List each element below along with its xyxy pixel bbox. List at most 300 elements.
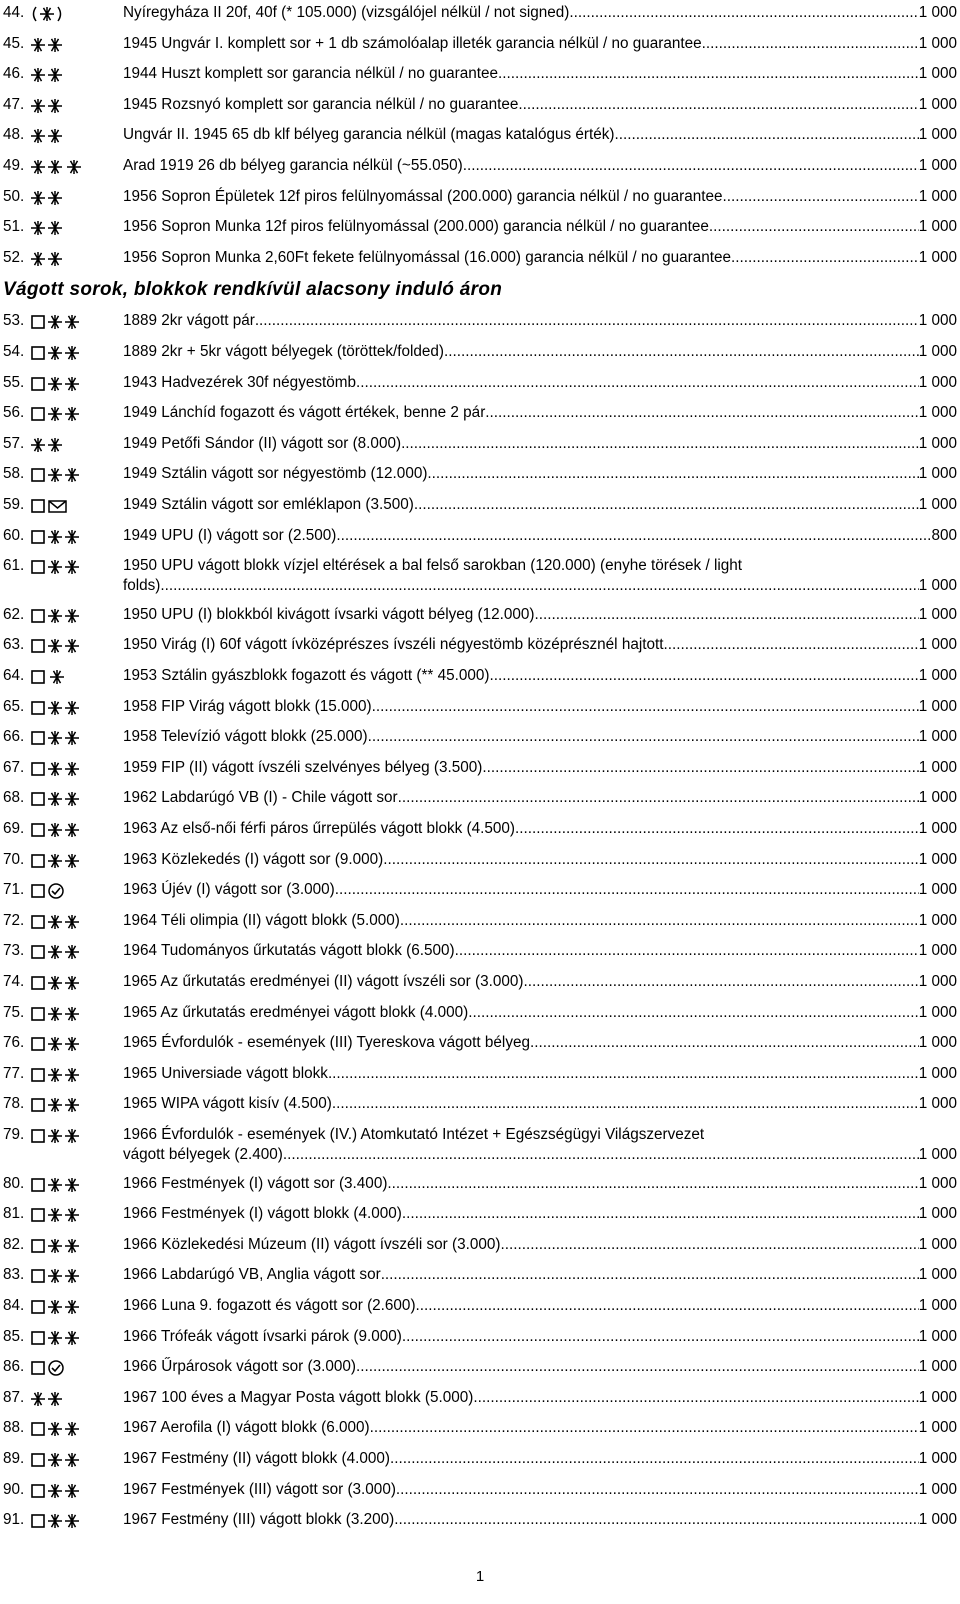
dot-leader: [335, 880, 919, 900]
list-item: [0, 370, 960, 400]
square-icon: [30, 1267, 47, 1285]
double-star-icon: [47, 344, 81, 362]
double-star-icon: [47, 760, 81, 778]
list-item: [0, 553, 960, 604]
item-description: 1967 Festmények (III) vágott sor (3.000): [123, 1480, 396, 1498]
item-number: 81.: [3, 1205, 25, 1223]
condition-symbols: [30, 607, 81, 625]
double-star-icon: [47, 790, 81, 808]
list-item: [0, 184, 960, 214]
item-description: 1945 Rozsnyó komplett sor garancia nélkül / no guarantee: [123, 95, 519, 113]
item-price: 1 000: [918, 1095, 957, 1113]
double-star-icon: [47, 637, 81, 655]
list-item: [0, 1122, 960, 1173]
list-item: [0, 339, 960, 369]
item-text: [123, 1510, 957, 1530]
item-description: 1967 100 éves a Magyar Posta vágott blokk (5.000): [123, 1388, 474, 1406]
dot-leader: [468, 1003, 918, 1023]
square-icon: [30, 1420, 47, 1438]
item-description: 1966 Festmények (I) vágott sor (3.400): [123, 1174, 388, 1192]
item-price: 1 000: [918, 1235, 957, 1253]
star-icon: [47, 668, 67, 686]
dot-leader: [368, 727, 919, 747]
item-price: 1 000: [918, 1205, 957, 1223]
item-text: [123, 605, 957, 625]
item-number: 86.: [3, 1358, 25, 1376]
item-price: 1 000: [918, 1003, 957, 1021]
condition-symbols: [30, 1237, 81, 1255]
item-price: 1 000: [918, 850, 957, 868]
item-description: 1963 Az első-női férfi páros űrrepülés vágott blokk (4.500): [123, 820, 515, 837]
item-description: 1953 Sztálin gyászblokk fogazott és vágott (** 45.000): [123, 667, 490, 684]
dot-leader: [400, 911, 919, 931]
item-price: 1 000: [918, 1266, 957, 1284]
item-number: 58.: [3, 465, 25, 483]
list-item: [0, 694, 960, 724]
item-number: 53.: [3, 312, 25, 330]
condition-symbols: [30, 668, 67, 686]
square-icon: [30, 497, 47, 515]
item-number: 54.: [3, 343, 25, 360]
item-price: 1 000: [918, 697, 957, 715]
item-price: 1 000: [918, 1419, 957, 1437]
condition-symbols: [30, 497, 69, 515]
list-item: [0, 602, 960, 632]
item-text: [123, 1174, 957, 1194]
item-text: [123, 1125, 957, 1165]
square-icon: [30, 558, 47, 576]
condition-symbols: [30, 36, 64, 54]
dot-leader: [473, 1388, 918, 1408]
item-number: 75.: [3, 1003, 25, 1021]
item-description: 1967 Festmény (II) vágott blokk (4.000): [123, 1450, 390, 1467]
double-star-icon: [47, 852, 81, 870]
item-text: [123, 635, 957, 655]
item-price: 1 000: [918, 312, 957, 330]
item-number: 84.: [3, 1297, 25, 1314]
item-price: 1 000: [918, 1064, 957, 1082]
square-icon: [30, 760, 47, 778]
square-icon: [30, 1176, 47, 1194]
double-star-icon: [47, 821, 81, 839]
condition-symbols: [30, 729, 81, 747]
item-number: 65.: [3, 697, 25, 715]
condition-symbols: [30, 699, 81, 717]
item-price: 1 000: [918, 667, 957, 684]
item-description: 1963 Újév (I) vágott sor (3.000): [123, 881, 335, 899]
item-price: 1 000: [918, 248, 957, 266]
item-number: 49.: [3, 157, 25, 174]
item-number: 73.: [3, 942, 25, 960]
double-star-icon: [47, 729, 81, 747]
square-icon: [30, 668, 47, 686]
item-price: 1 000: [918, 1034, 957, 1052]
list-item: [0, 938, 960, 968]
item-text: [123, 1418, 957, 1438]
dot-leader: [283, 1145, 919, 1165]
item-price: 1 000: [918, 65, 957, 83]
condition-symbols: [30, 1482, 81, 1500]
list-item: [0, 1171, 960, 1201]
item-description: 1889 2kr + 5kr vágott bélyegek (töröttek/folded): [123, 343, 444, 360]
condition-symbols: [30, 943, 81, 961]
item-description: 1956 Sopron Épületek 12f piros felülnyomással (200.000) garancia nélkül / no guarantee: [123, 187, 723, 205]
condition-symbols: [30, 913, 81, 931]
condition-symbols: [30, 313, 81, 331]
item-number: 83.: [3, 1266, 25, 1284]
double-star-icon: [47, 528, 81, 546]
item-price: 1 000: [918, 1511, 957, 1529]
item-description: 1943 Hadvezérek 30f négyestömb: [123, 373, 357, 391]
item-price: 1 000: [918, 1388, 957, 1406]
double-star-icon: [47, 1420, 81, 1438]
condition-symbols: [30, 1035, 81, 1053]
condition-symbols: [30, 344, 81, 362]
item-number: 56.: [3, 404, 25, 422]
condition-symbols: [30, 760, 81, 778]
condition-symbols: [30, 1066, 81, 1084]
list-item: [0, 214, 960, 244]
item-text: [123, 911, 957, 931]
dot-leader: [387, 1174, 918, 1194]
item-description: 1958 FIP Virág vágott blokk (15.000): [123, 697, 372, 715]
double-star-icon: [47, 1096, 81, 1114]
item-price: 1 000: [918, 404, 957, 422]
double-star-icon: [47, 1005, 81, 1023]
condition-symbols: [30, 1176, 81, 1194]
list-item: [0, 492, 960, 522]
double-star-icon: [47, 1267, 81, 1285]
item-number: 57.: [3, 434, 25, 452]
list-item: [0, 1000, 960, 1030]
item-number: 61.: [3, 557, 25, 575]
item-number: 64.: [3, 667, 25, 684]
square-icon: [30, 821, 47, 839]
square-icon: [30, 528, 47, 546]
item-text: [123, 666, 957, 686]
list-item: [0, 1232, 960, 1262]
item-text: [123, 758, 957, 778]
item-description: 1967 Festmény (III) vágott blokk (3.200): [123, 1511, 395, 1529]
square-icon: [30, 1206, 47, 1224]
item-number: 63.: [3, 636, 25, 654]
item-price: 1 000: [918, 881, 957, 899]
list-item: [0, 1061, 960, 1091]
double-star-icon: [47, 1512, 81, 1530]
item-price: 1 000: [918, 1327, 957, 1345]
dot-leader: [498, 64, 919, 84]
condition-symbols: [30, 1359, 67, 1377]
item-number: 59.: [3, 496, 25, 513]
item-number: 90.: [3, 1480, 25, 1498]
item-description: 1956 Sopron Munka 12f piros felülnyomással (200.000) garancia nélkül / no guarantee: [123, 218, 709, 236]
dot-leader: [372, 697, 919, 717]
dot-leader: [356, 373, 919, 393]
item-number: 87.: [3, 1388, 25, 1406]
item-price: 800: [931, 526, 957, 544]
dot-leader: [336, 526, 931, 546]
condition-symbols: [30, 158, 84, 176]
dot-leader: [530, 1033, 919, 1053]
list-item: [0, 1446, 960, 1476]
item-price: 1 000: [918, 126, 957, 144]
item-number: 77.: [3, 1064, 25, 1082]
condition-symbols: [30, 375, 81, 393]
list-item: [0, 61, 960, 91]
item-text: [123, 1204, 957, 1224]
square-icon: [30, 1451, 47, 1469]
square-icon: [30, 1237, 47, 1255]
list-item: [0, 663, 960, 693]
item-price: 1 000: [918, 1297, 957, 1314]
item-number: 69.: [3, 820, 25, 837]
list-item: [0, 1262, 960, 1292]
item-number: 44.: [3, 4, 25, 21]
item-text: [123, 1094, 957, 1114]
item-description: 1966 Festmények (I) vágott blokk (4.000): [123, 1205, 402, 1223]
list-item: [0, 1293, 960, 1323]
double-star-icon: [47, 1127, 81, 1145]
item-price: 1 000: [918, 973, 957, 990]
item-number: 55.: [3, 373, 25, 391]
dot-leader: [490, 666, 919, 686]
double-star-icon: [47, 1298, 81, 1316]
square-icon: [30, 607, 47, 625]
list-item: [0, 755, 960, 785]
item-text: [123, 526, 957, 546]
cancel-icon: [47, 1359, 67, 1377]
double-star-icon: [30, 66, 64, 84]
item-description: 1966 Labdarúgó VB, Anglia vágott sor: [123, 1266, 381, 1284]
item-number: 89.: [3, 1450, 25, 1467]
double-star-icon: [47, 1206, 81, 1224]
item-number: 50.: [3, 187, 25, 205]
item-description: 1949 UPU (I) vágott sor (2.500): [123, 526, 337, 544]
double-star-icon: [47, 699, 81, 717]
list-item: [0, 431, 960, 461]
cancel-icon: [47, 882, 67, 900]
double-star-icon: [30, 97, 64, 115]
item-description: 1966 Luna 9. fogazott és vágott sor (2.600): [123, 1297, 416, 1314]
item-text: [123, 403, 957, 423]
dot-leader: [523, 972, 918, 992]
list-item: [0, 1507, 960, 1537]
item-number: 46.: [3, 65, 25, 83]
item-text: [123, 788, 957, 808]
double-star-icon: [47, 1035, 81, 1053]
double-star-icon: [47, 1176, 81, 1194]
item-description: 1945 Ungvár I. komplett sor + 1 db számolóalap illeték garancia nélkül / no guarantee: [123, 34, 702, 52]
item-description: Nyíregyháza II 20f, 40f (* 105.000) (vizsgálójel nélkül / not signed): [123, 4, 570, 21]
dot-leader: [444, 342, 919, 362]
item-description: 1958 Televízió vágott blokk (25.000): [123, 728, 368, 746]
item-price: 1 000: [918, 577, 957, 595]
dot-leader: [370, 1418, 919, 1438]
item-text: [123, 1449, 957, 1469]
list-item: [0, 308, 960, 338]
item-text: [123, 64, 957, 84]
item-price: 1 000: [918, 911, 957, 929]
condition-symbols: [30, 405, 81, 423]
item-price: 1 000: [918, 465, 957, 483]
square-icon: [30, 852, 47, 870]
item-number: 48.: [3, 126, 25, 144]
double-star-icon: [47, 1237, 81, 1255]
item-text: [123, 434, 957, 454]
square-icon: [30, 1096, 47, 1114]
condition-symbols: [30, 1512, 81, 1530]
item-description: 1949 Petőfi Sándor (II) vágott sor (8.000): [123, 434, 402, 452]
condition-symbols: [30, 1096, 81, 1114]
dot-leader: [402, 1327, 919, 1347]
double-star-icon: [30, 219, 64, 237]
item-description: folds): [123, 577, 161, 595]
item-number: 85.: [3, 1327, 25, 1345]
item-number: 47.: [3, 95, 25, 113]
page-number: 1: [475, 1568, 485, 1585]
dot-leader: [463, 156, 919, 176]
dot-leader: [398, 788, 919, 808]
dot-leader: [328, 1064, 919, 1084]
item-price: 1 000: [918, 4, 957, 21]
item-text: [123, 125, 957, 145]
dot-leader: [515, 819, 919, 839]
square-icon: [30, 466, 47, 484]
condition-symbols: [30, 1005, 81, 1023]
item-text: [123, 1265, 957, 1285]
item-text: [123, 697, 957, 717]
dot-leader: [501, 1235, 919, 1255]
item-text: [123, 342, 957, 362]
list-item: [0, 31, 960, 61]
item-number: 60.: [3, 526, 25, 544]
item-description: 1944 Huszt komplett sor garancia nélkül / no guarantee: [123, 65, 498, 83]
dot-leader: [485, 403, 918, 423]
item-number: 66.: [3, 728, 25, 746]
dot-leader: [614, 125, 918, 145]
dot-leader: [709, 217, 919, 237]
dot-leader: [723, 187, 919, 207]
item-number: 45.: [3, 34, 25, 52]
double-star-icon: [47, 1482, 81, 1500]
square-icon: [30, 1359, 47, 1377]
dot-leader: [390, 1449, 919, 1469]
dot-leader: [396, 1480, 919, 1500]
item-description: 1965 Az űrkutatás eredményei vágott blokk (4.000): [123, 1003, 469, 1021]
square-icon: [30, 405, 47, 423]
item-price: 1 000: [918, 1174, 957, 1192]
square-icon: [30, 1035, 47, 1053]
item-description: 1963 Közlekedés (I) vágott sor (9.000): [123, 850, 384, 868]
condition-symbols: [30, 852, 81, 870]
item-text: [123, 941, 957, 961]
dot-leader: [381, 1265, 919, 1285]
dot-leader: [332, 1094, 919, 1114]
list-item: [0, 461, 960, 491]
item-price: 1 000: [918, 1358, 957, 1376]
square-icon: [30, 699, 47, 717]
square-icon: [30, 943, 47, 961]
item-price: 1 000: [918, 434, 957, 452]
item-price: 1 000: [918, 758, 957, 776]
item-text: [123, 1388, 957, 1408]
item-description: 1949 Sztálin vágott sor négyestömb (12.000): [123, 465, 428, 483]
item-price: 1 000: [918, 1450, 957, 1467]
double-star-icon: [47, 1066, 81, 1084]
list-item: [0, 1354, 960, 1384]
condition-symbols: [30, 466, 81, 484]
double-star-icon: [30, 158, 64, 176]
item-description: Arad 1919 26 db bélyeg garancia nélkül (~55.050): [123, 157, 463, 174]
double-star-icon: [30, 127, 64, 145]
square-icon: [30, 974, 47, 992]
condition-symbols: [30, 1390, 64, 1408]
double-star-icon: [47, 313, 81, 331]
list-item: [0, 785, 960, 815]
item-description: 1964 Tudományos űrkutatás vágott blokk (6.500): [123, 942, 455, 960]
square-icon: [30, 344, 47, 362]
double-star-icon: [30, 436, 64, 454]
dot-leader: [255, 311, 919, 331]
list-item: [0, 122, 960, 152]
condition-symbols: [30, 219, 64, 237]
item-description: 1965 Az űrkutatás eredményei (II) vágott ívszéli sor (3.000): [123, 973, 524, 990]
item-description: 1950 UPU vágott blokk vízjel eltérések a bal felső sarokban (120.000) (enyhe törések / light: [123, 557, 743, 575]
dot-leader: [569, 3, 918, 23]
dot-leader: [702, 34, 919, 54]
square-icon: [30, 882, 47, 900]
item-text: [123, 1327, 957, 1347]
double-star-icon: [47, 974, 81, 992]
item-price: 1 000: [918, 496, 957, 513]
square-icon: [30, 913, 47, 931]
dot-leader: [535, 605, 919, 625]
list-item: [0, 153, 960, 183]
item-description: 1949 Sztálin vágott sor emléklapon (3.500): [123, 496, 414, 513]
list-item: [0, 908, 960, 938]
item-text: [123, 248, 957, 268]
list-item: [0, 969, 960, 999]
item-number: 80.: [3, 1174, 25, 1192]
dot-leader: [416, 1296, 919, 1316]
item-text: [123, 217, 957, 237]
item-text: [123, 727, 957, 747]
double-star-icon: [30, 1390, 64, 1408]
item-description: 1950 Virág (I) 60f vágott ívközéprészes ívszéli négyestömb középrésznél hajtott: [123, 636, 664, 654]
square-icon: [30, 313, 47, 331]
list-item: [0, 92, 960, 122]
item-text: [123, 1296, 957, 1316]
square-icon: [30, 1066, 47, 1084]
list-item: [0, 1415, 960, 1445]
condition-symbols: [30, 558, 81, 576]
square-icon: [30, 729, 47, 747]
item-number: 91.: [3, 1511, 25, 1529]
item-text: [123, 34, 957, 54]
condition-symbols: [30, 1329, 81, 1347]
double-star-icon: [47, 375, 81, 393]
item-number: 71.: [3, 881, 25, 899]
item-description: vágott bélyegek (2.400): [123, 1146, 283, 1163]
list-item: [0, 0, 960, 30]
list-item: [0, 877, 960, 907]
dot-leader: [518, 95, 918, 115]
square-icon: [30, 790, 47, 808]
double-star-icon: [47, 405, 81, 423]
item-text: [123, 95, 957, 115]
item-description: 1956 Sopron Munka 2,60Ft fekete felülnyomással (16.000) garancia nélkül / no guarantee: [123, 248, 732, 266]
item-text: [123, 1480, 957, 1500]
